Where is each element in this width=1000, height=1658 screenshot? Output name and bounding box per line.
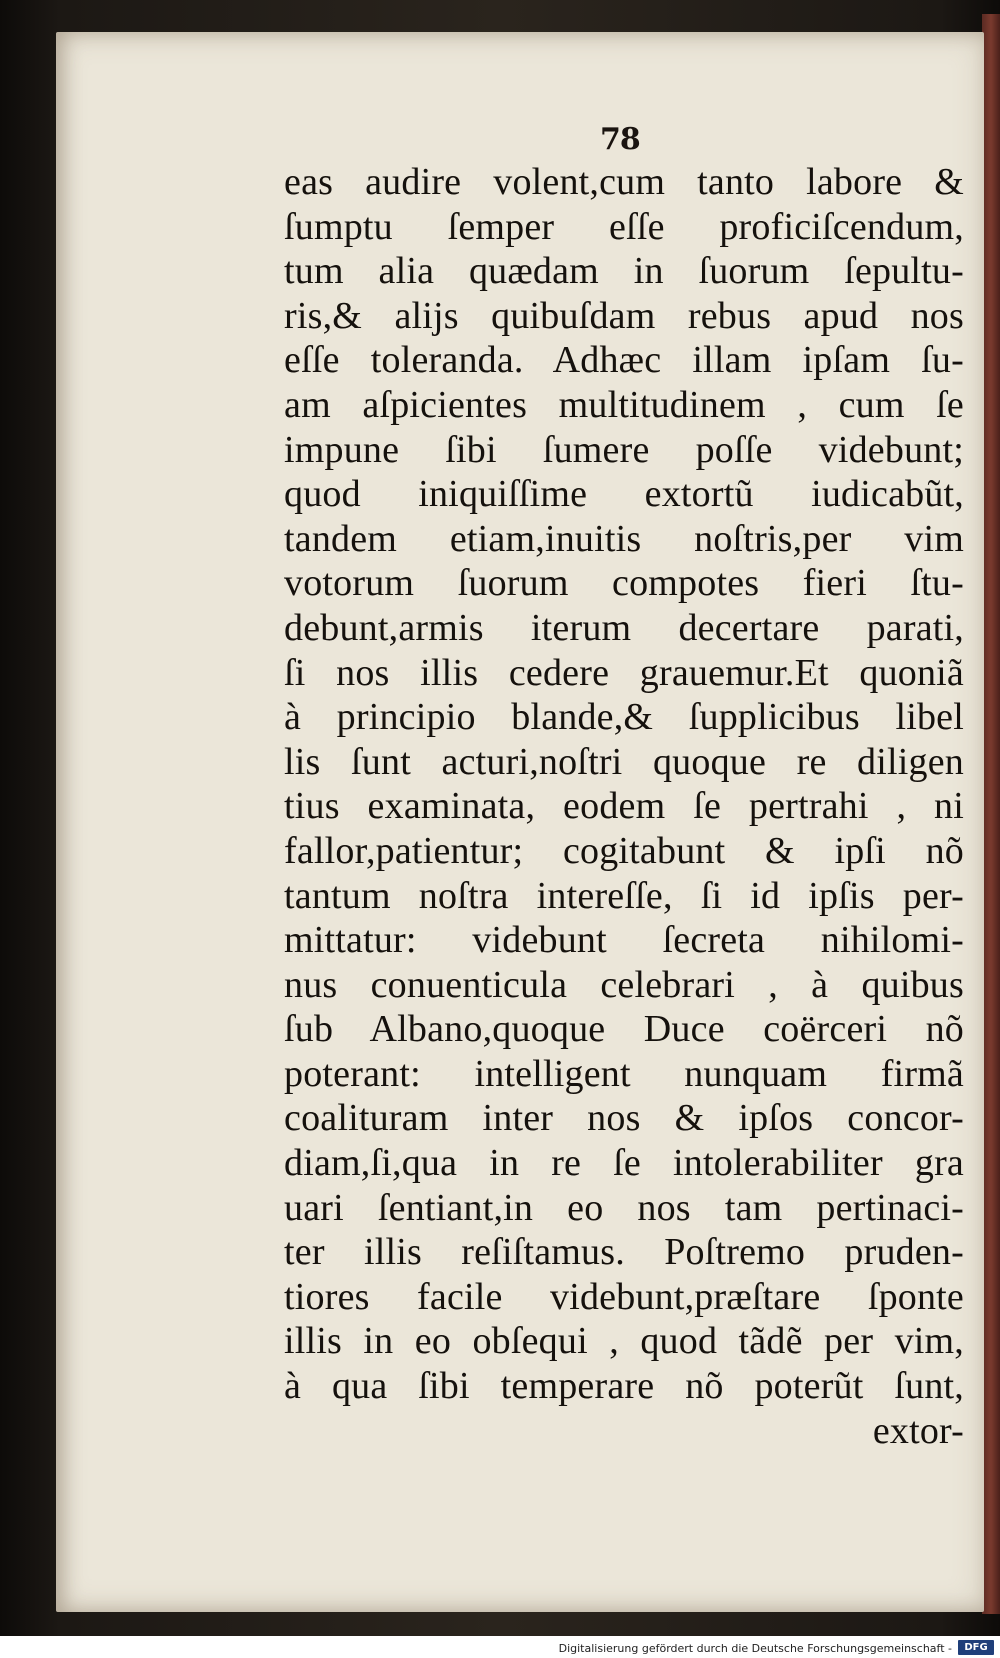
text-line: nus conuenticula celebrari , à quibus [284, 963, 964, 1006]
catchword: extor- [872, 1409, 964, 1452]
text-line: poterant: intelligent nunquam firmã [284, 1052, 964, 1095]
footer-bar [0, 1636, 1000, 1658]
page-number: 78 [600, 122, 640, 157]
body-text [284, 160, 964, 1453]
text-line: eas audire volent,cum tanto labore & [284, 161, 964, 203]
text-line: debunt,armis iterum decertare parati, [284, 606, 964, 649]
text-line: ſi nos illis cedere grauemur.Et quoniã [284, 651, 964, 694]
text-line: impune ſibi ſumere poſſe videbunt; [284, 428, 964, 471]
text-line: eſſe toleranda. Adhæc illam ipſam ſu- [284, 339, 964, 382]
text-line: lis ſunt acturi,noſtri quoque re diligen [284, 740, 964, 783]
text-line: fallor,patientur; cogitabunt & ipſi nõ [284, 829, 964, 872]
text-line: tum alia quædam in ſuorum ſepultu- [284, 250, 964, 293]
footer-credit: Digitalisierung gefördert durch die Deutsche Forschungsgemeinschaft - [558, 1642, 952, 1655]
text-line: illis in eo obſequi , quod tãdẽ per vim, [284, 1320, 964, 1363]
dfg-logo: DFG [958, 1640, 994, 1655]
text-line: tius examinata, eodem ſe pertrahi , ni [284, 785, 964, 828]
text-line: à principio blande,& ſupplicibus libel [284, 696, 964, 739]
text-line: tiores facile videbunt,præſtare ſponte [284, 1275, 964, 1318]
text-line: mittatur: videbunt ſecreta nihilomi- [284, 919, 964, 962]
text-line: ſub Albano,quoque Duce coërceri nõ [284, 1008, 964, 1051]
book-cover-edge [982, 14, 1000, 1614]
text-line: diam,ſi,qua in re ſe intolerabiliter gra [284, 1142, 964, 1185]
text-line: uari ſentiant,in eo nos tam pertinaci- [284, 1186, 964, 1229]
text-line: am aſpicientes multitudinem , cum ſe [284, 383, 964, 426]
text-line: tandem etiam,inuitis noſtris,per vim [284, 517, 964, 560]
text-line: ter illis reſiſtamus. Poſtremo pruden- [284, 1231, 964, 1274]
text-line: tantum noſtra intereſſe, ſi id ipſis per- [284, 874, 964, 917]
text-line: ſumptu ſemper eſſe proficiſcendum, [284, 205, 964, 248]
text-line: coalituram inter nos & ipſos concor- [284, 1097, 964, 1140]
text-line: quod iniquiſſime extortũ iudicabũt, [284, 473, 964, 516]
text-line: votorum ſuorum compotes fieri ſtu- [284, 562, 964, 605]
text-line: ris,& alijs quibuſdam rebus apud nos [284, 294, 964, 337]
text-line: à qua ſibi temperare nõ poterũt ſunt, [284, 1365, 964, 1408]
